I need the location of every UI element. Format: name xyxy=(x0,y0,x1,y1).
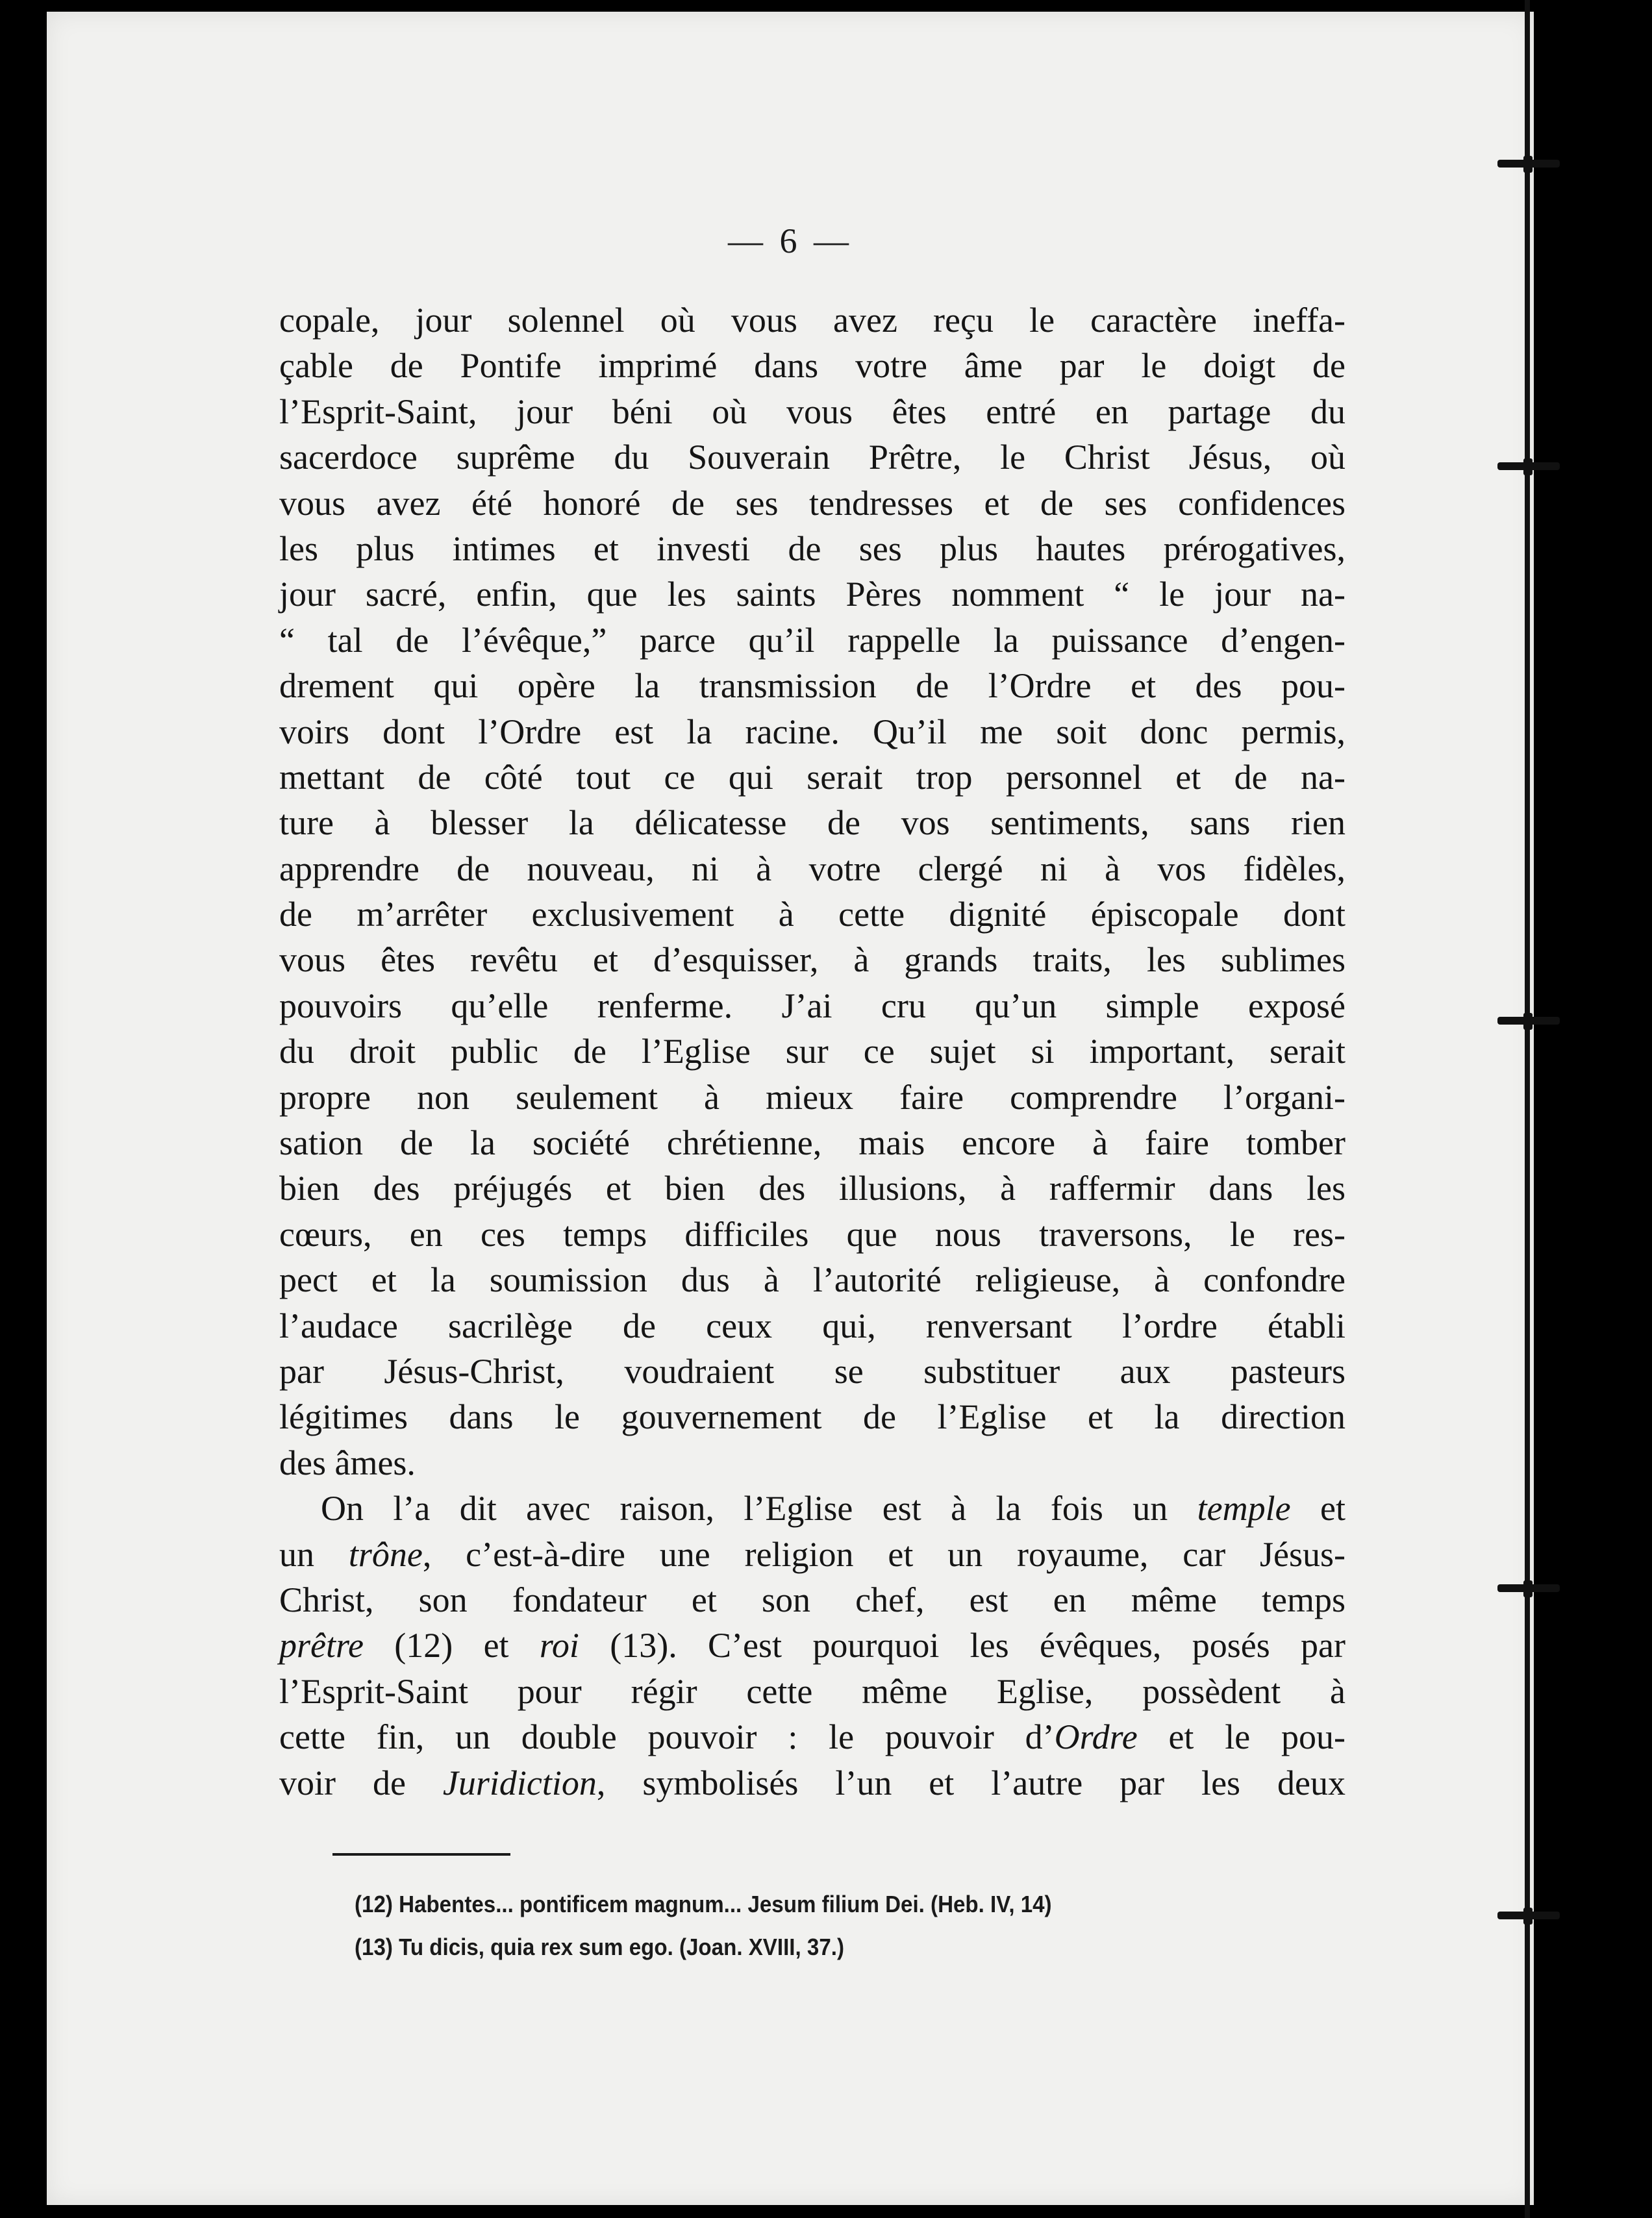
text-line: des âmes. xyxy=(279,1443,416,1482)
text-line: ture à blesser la délicatesse de vos sentiments, sans rien xyxy=(279,803,1345,843)
text-line: par Jésus-Christ, voudraient se substituer aux pasteurs xyxy=(279,1351,1345,1391)
text-line: “ tal de l’évêque,” parce qu’il rappelle la puissance d’engen- xyxy=(279,620,1345,660)
italic-word: prêtre xyxy=(279,1626,364,1665)
footnote-12: (12) Habentes... pontificem magnum... Jesum filium Dei. (Heb. IV, 14) xyxy=(355,1891,1052,1917)
text-line: l’Esprit-Saint pour régir cette même Eglise, possèdent à xyxy=(279,1671,1345,1711)
binding-stitch xyxy=(1497,1584,1560,1592)
footnote-divider xyxy=(332,1853,510,1856)
binding-thread xyxy=(1525,0,1530,2218)
text-line: vous avez été honoré de ses tendresses et de ses confidences xyxy=(279,483,1345,523)
footnotes xyxy=(355,1883,1286,1969)
text-line: copale, jour solennel où vous avez reçu le caractère ineffa- xyxy=(279,301,1345,340)
page-number: — 6 — xyxy=(728,221,853,260)
text-line: apprendre de nouveau, ni à votre clergé ni à vos fidèles, xyxy=(279,849,1345,888)
text-line: de m’arrêter exclusivement à cette dignité épiscopale dont xyxy=(279,895,1345,934)
text-line: vous êtes revêtu et d’esquisser, à grands traits, les sublimes xyxy=(279,940,1345,980)
text-line: un trône, c’est-à-dire une religion et un royaume, car Jésus- xyxy=(279,1534,1345,1574)
footnote-13: (13) Tu dicis, quia rex sum ego. (Joan. XVIII, 37.) xyxy=(355,1934,844,1960)
text-line: voir de Juridiction, symbolisés l’un et l’autre par les deux xyxy=(279,1763,1345,1802)
text-line: sacerdoce suprême du Souverain Prêtre, le Christ Jésus, où xyxy=(279,438,1345,477)
text-line: mettant de côté tout ce qui serait trop personnel et de na- xyxy=(279,757,1345,797)
text-line: drement qui opère la transmission de l’Ordre et des pou- xyxy=(279,666,1345,706)
text-line: l’audace sacrilège de ceux qui, renversant l’ordre établi xyxy=(279,1306,1345,1345)
text-line: bien des préjugés et bien des illusions, à raffermir dans les xyxy=(279,1169,1345,1208)
text-line: propre non seulement à mieux faire comprendre l’organi- xyxy=(279,1077,1345,1117)
text-line: jour sacré, enfin, que les saints Pères nomment “ le jour na- xyxy=(279,575,1345,614)
text-line: du droit public de l’Eglise sur ce sujet si important, serait xyxy=(279,1032,1345,1071)
italic-word: trône xyxy=(348,1534,423,1574)
text-line: voirs dont l’Ordre est la racine. Qu’il me soit donc permis, xyxy=(279,712,1345,751)
binding-stitch xyxy=(1497,160,1560,168)
text-line: sation de la société chrétienne, mais encore à faire tomber xyxy=(279,1123,1345,1163)
text-line: cœurs, en ces temps difficiles que nous traversons, le res- xyxy=(279,1214,1345,1254)
binding-stitch xyxy=(1497,462,1560,470)
text-line: çable de Pontife imprimé dans votre âme par le doigt de xyxy=(279,346,1345,386)
text-line: cette fin, un double pouvoir : le pouvoir d’Ordre et le pou- xyxy=(279,1717,1345,1757)
text-line: l’Esprit-Saint, jour béni où vous êtes entré en partage du xyxy=(279,392,1345,431)
text-line: les plus intimes et investi de ses plus hautes prérogatives, xyxy=(279,529,1345,568)
binding-stitch xyxy=(1497,1912,1560,1919)
text-line: légitimes dans le gouvernement de l’Eglise et la direction xyxy=(279,1397,1345,1437)
italic-word: temple xyxy=(1197,1489,1291,1528)
text-line: pouvoirs qu’elle renferme. J’ai cru qu’un simple exposé xyxy=(279,986,1345,1025)
binding-stitch xyxy=(1497,1017,1560,1025)
text-line: prêtre (12) et roi (13). C’est pourquoi les évêques, posés par xyxy=(279,1626,1345,1665)
body-text xyxy=(279,297,1345,1806)
italic-word: roi xyxy=(539,1626,579,1665)
italic-word: Juridiction xyxy=(442,1763,597,1802)
text-line: Christ, son fondateur et son chef, est en même temps xyxy=(279,1580,1345,1619)
text-line: On l’a dit avec raison, l’Eglise est à la fois un temple et xyxy=(321,1489,1345,1528)
text-line: pect et la soumission dus à l’autorité religieuse, à confondre xyxy=(279,1260,1345,1300)
book-page xyxy=(47,12,1534,2205)
italic-word: Ordre xyxy=(1054,1717,1138,1757)
